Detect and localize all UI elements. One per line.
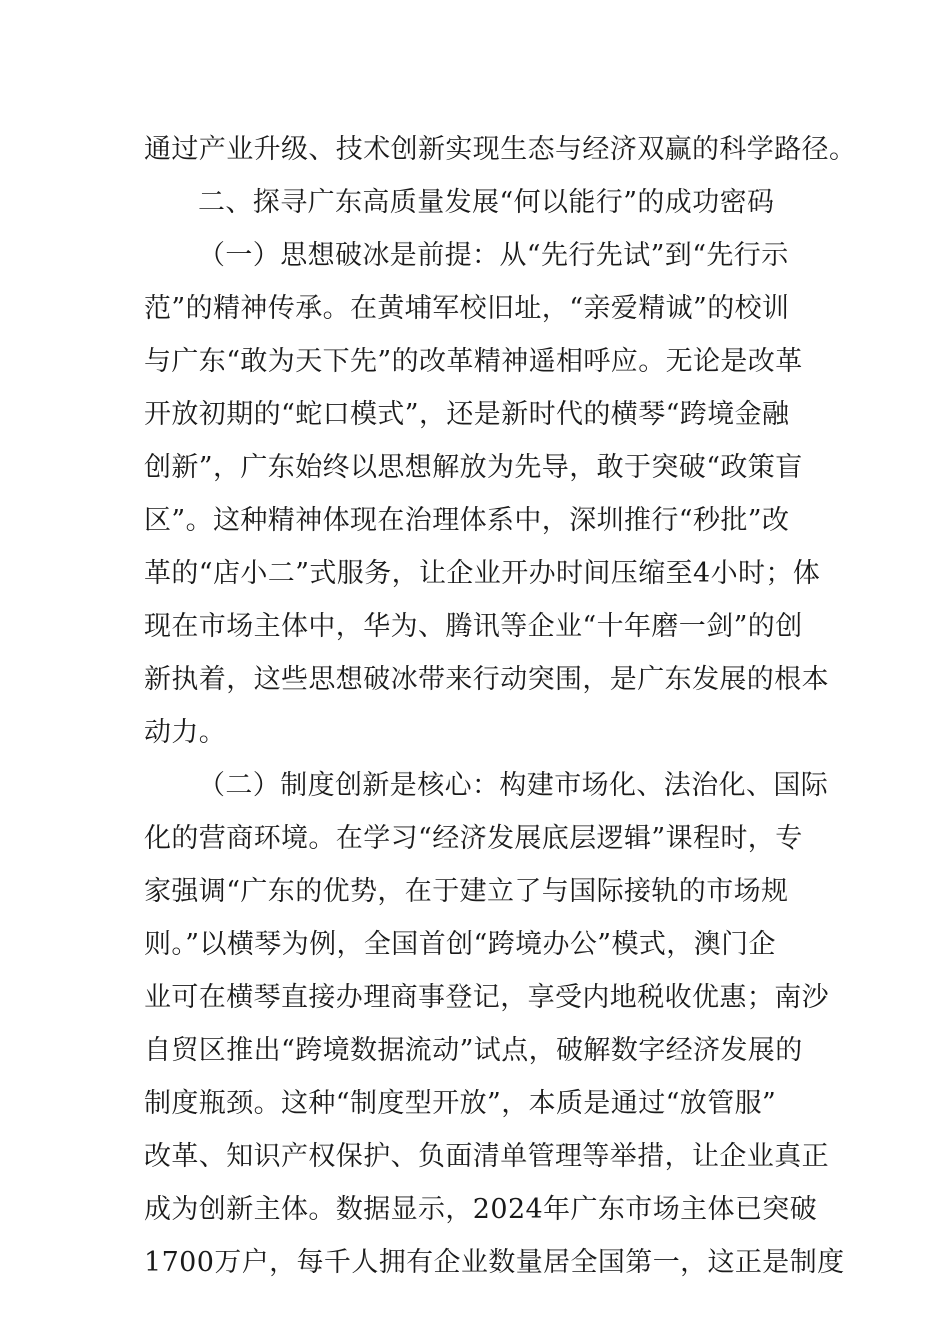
section-heading: 二、探寻广东高质量发展“何以能行”的成功密码	[198, 187, 775, 218]
text-line: 化的营商环境。在学习“经济发展底层逻辑”课程时，专	[144, 823, 803, 854]
text-line: 新执着，这些思想破冰带来行动突围，是广东发展的根本	[144, 664, 829, 695]
text-line: 现在市场主体中，华为、腾讯等企业“十年磨一剑”的创	[144, 611, 803, 642]
text-line: 开放初期的“蛇口模式”，还是新时代的横琴“跨境金融	[144, 399, 790, 430]
text-line: 与广东“敢为天下先”的改革精神遥相呼应。无论是改革	[144, 346, 803, 377]
text-line: 革的“店小二”式服务，让企业开办时间压缩至4小时；体	[144, 558, 821, 589]
text-line: 改革、知识产权保护、负面清单管理等举措，让企业真正	[144, 1141, 829, 1172]
text-line: 家强调“广东的优势，在于建立了与国际接轨的市场规	[144, 876, 789, 907]
text-line: 成为创新主体。数据显示，2024年广东市场主体已突破	[144, 1194, 818, 1225]
text-line: 自贸区推出“跨境数据流动”试点，破解数字经济发展的	[144, 1035, 803, 1066]
text-line: 创新”，广东始终以思想解放为先导，敢于突破“政策盲	[144, 452, 803, 483]
text-line: 范”的精神传承。在黄埔军校旧址，“亲爱精诚”的校训	[144, 293, 790, 324]
text-line: 则。”以横琴为例，全国首创“跨境办公”模式，澳门企	[144, 929, 776, 960]
text-line: 1700万户，每千人拥有企业数量居全国第一，这正是制度	[144, 1247, 845, 1278]
subsection-heading-line: （一）思想破冰是前提：从“先行先试”到“先行示	[198, 240, 789, 271]
text-line: 通过产业升级、技术创新实现生态与经济双赢的科学路径。	[144, 134, 857, 165]
text-line: 区”。这种精神体现在治理体系中，深圳推行“秒批”改	[144, 505, 790, 536]
text-line: 业可在横琴直接办理商事登记，享受内地税收优惠；南沙	[144, 982, 829, 1013]
text-line: 制度瓶颈。这种“制度型开放”，本质是通过“放管服”	[144, 1088, 777, 1119]
subsection-heading-line: （二）制度创新是核心：构建市场化、法治化、国际	[198, 770, 829, 801]
text-line: 动力。	[144, 717, 227, 748]
